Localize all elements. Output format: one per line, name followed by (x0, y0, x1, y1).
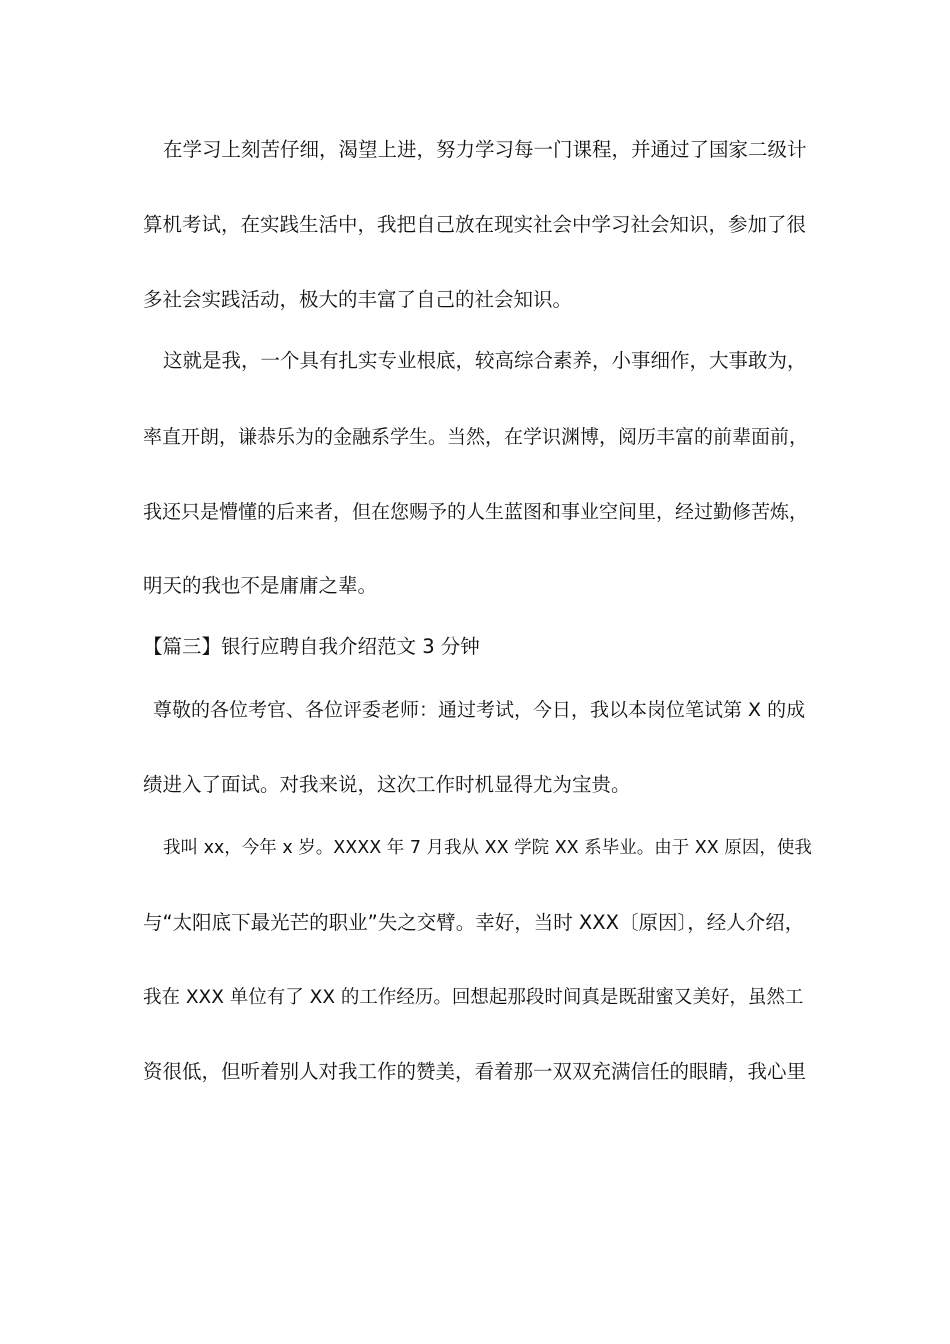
paragraph-line: 多社会实践活动，极大的丰富了自己的社会知识。 (143, 288, 573, 311)
paragraph-line: 与“太阳底下最光芒的职业”失之交臂。幸好，当时 XXX〔原因〕，经人介绍， (143, 911, 805, 934)
paragraph-line: 算机考试，在实践生活中，我把自己放在现实社会中学习社会知识，参加了很 (143, 213, 807, 236)
paragraph-line: 在学习上刻苦仔细，渴望上进，努力学习每一门课程，并通过了国家二级计 (163, 138, 807, 161)
paragraph-line: 我在 XXX 单位有了 XX 的工作经历。回想起那段时间真是既甜蜜又美好，虽然工 (143, 987, 804, 1008)
paragraph-line: 我还只是懵懂的后来者，但在您赐予的人生蓝图和事业空间里，经过勤修苦炼， (143, 501, 809, 523)
paragraph-line: 我叫 xx，今年 x 岁。XXXX 年 7 月我从 XX 学院 XX 系毕业。由于 XX 原因，使我 (163, 838, 812, 858)
paragraph-line: 明天的我也不是庸庸之辈。 (143, 574, 378, 597)
paragraph-line: 尊敬的各位考官、各位评委老师：通过考试，今日，我以本岗位笔试第 X 的成 (153, 699, 806, 721)
paragraph-line: 绩进入了面试。对我来说，这次工作时机显得尤为宝贵。 (143, 773, 631, 796)
paragraph-line: 资很低，但听着别人对我工作的赞美，看着那一双双充满信任的眼睛，我心里 (143, 1060, 807, 1083)
paragraph-line: 这就是我，一个具有扎实专业根底，较高综合素养，小事细作，大事敢为， (163, 349, 807, 372)
section-heading: 【篇三】银行应聘自我介绍范文 3 分钟 (143, 635, 480, 658)
paragraph-line: 率直开朗，谦恭乐为的金融系学生。当然，在学识渊博，阅历丰富的前辈面前， (143, 426, 809, 448)
